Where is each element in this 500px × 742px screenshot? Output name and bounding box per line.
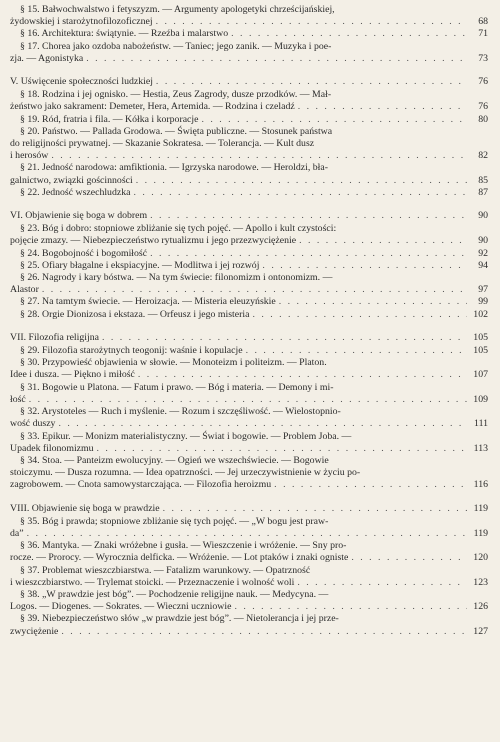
toc-line-text: Idee i dusza. — Piękno i miłość [10,369,135,381]
toc-line-text: § 17. Chorea jako ozdoba nabożeństw. — Taniec; jego zanik. — Muzyka i poe- [20,40,332,52]
toc-entry [10,516,488,540]
page-number: 71 [478,28,488,40]
toc-line [10,101,488,113]
toc-line [10,235,488,247]
toc-line-text: łość [10,393,26,405]
toc-line [10,443,488,455]
toc-entry [10,89,488,113]
toc-line [10,284,488,296]
page-number: 127 [473,625,488,637]
toc-line [20,431,488,443]
toc-line-text: żeństwo jako sakrament: Demeter, Hera, Artemida. — Rodzina i czeladź [10,101,295,113]
page-number: 73 [478,52,488,64]
toc-line-text: VII. Filozofia religijna [10,331,99,343]
dot-leader [156,76,467,88]
toc-line-text: rocze. — Prorocy. — Wyrocznia delficka. — Wróżenie. — Lot ptaków i znaki ogniste [10,552,349,564]
toc-line-text: § 30. Przypowieść objawienia w słowie. — Monoteizm i politeizm. — Platon. [20,357,327,369]
page-number: 99 [478,296,488,308]
toc-line [20,162,488,174]
page-number: 105 [473,331,488,343]
toc-entry [10,296,488,308]
toc-line-text: § 34. Stoa. — Panteizm ewolucyjny. — Ogień we wszechświecie. — Bogowie [20,454,329,466]
toc-line-text: pojęcie zmazy. — Niebezpieczeństwo rytualizmu i jego przezwyciężenie [10,235,297,247]
toc-line [20,28,488,40]
toc-line-text: § 29. Filozofia starożytnych teogonij: waśnie i kopulacje [20,345,243,357]
toc-line [10,528,488,540]
toc-line [10,332,488,344]
dot-leader [86,53,467,65]
page-number: 87 [478,186,488,198]
toc-line [20,589,488,601]
dot-leader [97,443,467,455]
toc-line-text: § 16. Architektura: świątynie. — Rzeźba i malarstwo [20,28,229,40]
toc-line [20,516,488,528]
toc-line-text: żydowskiej i starożytnofilozoficznej [10,16,153,28]
toc-line-text: Alastor [10,284,39,296]
toc-line [20,309,488,321]
page-number: 68 [478,16,488,28]
dot-leader [138,369,467,381]
toc-line-text: wość duszy [10,418,56,430]
toc-entry [10,223,488,247]
toc-line [10,577,488,589]
toc-line [10,53,488,65]
page-number: 94 [478,259,488,271]
toc-line-text: § 27. Na tamtym świecie. — Heroizacja. — Misteria eleuzyńskie [20,296,276,308]
toc-line [20,565,488,577]
toc-line-text: § 33. Epikur. — Monizm materialistyczny. — Świat i bogowie. — Problem Joba. — [20,430,352,442]
toc-entry [10,126,488,163]
dot-leader [150,210,467,222]
toc-line-text: VI. Objawienie się boga w dobrem [10,210,148,222]
toc-line-text: § 23. Bóg i dobro: stopniowe zbliżanie się tych pojęć. — Apollo i kult czystości: [20,223,337,235]
dot-leader [29,394,467,406]
toc-line-text: V. Uświęcenie społeczności ludzkiej [10,76,153,88]
toc-line-text: zja. — Agonistyka [10,52,84,64]
page-number: 111 [474,418,488,430]
toc-entry [10,589,488,613]
dot-leader [102,332,467,344]
toc-line [10,467,488,479]
toc-line [10,175,488,187]
toc-line-text: § 24. Bogobojność i bogomiłość [20,247,148,259]
dot-leader [58,418,467,430]
toc-line-text: § 25. Ofiary błagalne i ekspiacyjne. — Modlitwa i jej rozwój [20,259,260,271]
dot-leader [262,260,467,272]
page-number: 116 [473,479,488,491]
toc-section-heading [10,503,488,515]
toc-line-text: § 18. Rodzina i jej ognisko. — Hestia, Zeus Zagrody, dusze przodków. — Mał- [20,89,332,101]
toc-line [20,89,488,101]
toc-entry [10,345,488,357]
toc-line-text: § 39. Niebezpieczeństwo słów „w prawdzie jest bóg”. — Nietolerancja i jej prze- [20,613,339,625]
toc-line-text: § 32. Arystoteles — Ruch i myślenie. — Rozum i szczęśliwość. — Wielostopnio- [20,406,341,418]
page-number: 126 [473,601,488,613]
dot-leader [201,114,467,126]
toc-line [10,503,488,515]
dot-leader [133,187,467,199]
toc-line [10,394,488,406]
toc-line-text: da” [10,527,24,539]
toc-line [20,613,488,625]
dot-leader [279,296,467,308]
toc-line-text: § 26. Nagrody i kary bóstwa. — Na tym świecie: filonomizm i ontonomizm. — [20,272,333,284]
toc-line-text: § 38. „W prawdzie jest bóg”. — Pochodzenie religijne nauk. — Medycyna. — [20,588,329,600]
page-number: 113 [473,442,488,454]
toc-line-text: § 36. Mantyka. — Znaki wróżebne i gusła. — Wieszczenie i wróżenie. — Sny pro- [20,540,347,552]
dot-leader [297,577,467,589]
toc-section-heading [10,76,488,88]
toc-entry [10,455,488,492]
toc-line-text: § 21. Jedność narodowa: amfiktionia. — Igrzyska narodowe. — Heroldzi, bła- [20,162,328,174]
dot-leader [299,235,467,247]
dot-leader [274,479,467,491]
toc-entry [10,260,488,272]
toc-line [20,345,488,357]
dot-leader [42,284,467,296]
toc-line [20,455,488,467]
toc-line [20,248,488,260]
page-number: 120 [473,552,488,564]
toc-entry [10,565,488,589]
toc-line-text: zagrobowem. — Cnota samowystarczająca. — Filozofia heroizmu [10,479,272,491]
toc-entry [10,187,488,199]
page-number: 107 [473,369,488,381]
toc-line-text: § 28. Orgie Dionizosa i ekstaza. — Orfeusz i jego misteria [20,308,250,320]
toc-line [10,150,488,162]
toc-entry [10,431,488,455]
dot-leader [234,601,467,613]
toc-line-text: Logos. — Diogenes. — Sokrates. — Wieczni uczniowie [10,601,232,613]
toc-line-text: i herosów [10,150,49,162]
page-number: 76 [478,101,488,113]
toc-line-text: Upadek filonomizmu [10,442,94,454]
toc-line [10,76,488,88]
toc-line [10,210,488,222]
toc-line-text: VIII. Objawienie się boga w prawdzie [10,502,160,514]
toc-line [20,296,488,308]
dot-leader [61,626,467,638]
dot-leader [156,16,467,28]
toc-entry [10,540,488,564]
page-number: 119 [473,527,488,539]
dot-leader [298,101,467,113]
page-number: 92 [478,247,488,259]
dot-leader [163,503,467,515]
toc-entry [10,382,488,406]
toc-line [10,138,488,150]
page-number: 109 [473,393,488,405]
page-number: 105 [473,345,488,357]
page-number: 97 [478,284,488,296]
toc-line [20,260,488,272]
toc-line [10,626,488,638]
dot-leader [136,175,467,187]
page-number: 123 [473,576,488,588]
dot-leader [351,552,467,564]
dot-leader [246,345,467,357]
toc-entry [10,272,488,296]
dot-leader [150,248,467,260]
toc-line [20,272,488,284]
toc-entry [10,406,488,430]
toc-line [20,223,488,235]
toc-entry [10,114,488,126]
toc-entry [10,357,488,381]
page-number: 76 [478,76,488,88]
toc-line [20,4,488,16]
toc-line-text: i wieszczbiarstwo. — Trylemat stoicki. — Przeznaczenie i wolność woli [10,576,295,588]
toc-entry [10,41,488,65]
page-number: 119 [473,502,488,514]
toc-line-text: § 37. Problemat wieszczbiarstwa. — Fatalizm warunkowy. — Opatrzność [20,564,311,576]
toc-entry [10,28,488,40]
toc-entry [10,162,488,186]
toc-entry [10,4,488,28]
page-number: 90 [478,235,488,247]
toc-line [20,540,488,552]
page-number: 102 [473,308,488,320]
toc-line [10,601,488,613]
toc-section-heading [10,210,488,222]
toc-line-text: do religijności prywatnej. — Skazanie Sokratesa. — Tolerancja. — Kult dusz [10,138,315,150]
toc-entry [10,248,488,260]
toc-line-text: § 35. Bóg i prawda; stopniowe zbliżanie się tych pojęć. — „W bogu jest praw- [20,515,329,527]
toc-line [10,16,488,28]
dot-leader [252,309,467,321]
page-number: 82 [478,150,488,162]
dot-leader [231,28,467,40]
page-number: 85 [478,174,488,186]
toc-line [20,41,488,53]
toc-line-text: § 20. Państwo. — Pallada Grodowa. — Święta publiczne. — Stosunek państwa [20,125,333,137]
page-number: 90 [478,210,488,222]
toc-line [10,479,488,491]
toc-line [10,552,488,564]
toc-line [20,114,488,126]
toc-line-text: § 15. Bałwochwalstwo i fetyszyzm. — Argumenty apologetyki chrześcijańskiej, [20,4,335,15]
toc-line [20,187,488,199]
dot-leader [51,150,467,162]
toc-line [20,357,488,369]
toc-line-text: zwyciężenie [10,625,59,637]
toc-line-text: galnictwo, związki gościnności [10,174,133,186]
toc-entry [10,613,488,637]
toc-line [20,382,488,394]
toc-section-heading [10,332,488,344]
toc-line [10,418,488,430]
dot-leader [27,528,467,540]
page-number: 80 [478,113,488,125]
toc-entry [10,309,488,321]
toc-line-text: stoiczymu. — Dusza rozumna. — Idea opatrzności. — Jej urzeczywistnienie w życiu po- [10,467,361,479]
toc-line-text: § 31. Bogowie u Platona. — Fatum i prawo. — Bóg i materia. — Demony i mi- [20,381,334,393]
toc-line [20,126,488,138]
toc-line [20,406,488,418]
toc-line [10,369,488,381]
toc-line-text: § 19. Ród, fratria i fila. — Kółka i korporacje [20,113,199,125]
toc-line-text: § 22. Jedność wszechludzka [20,186,131,198]
